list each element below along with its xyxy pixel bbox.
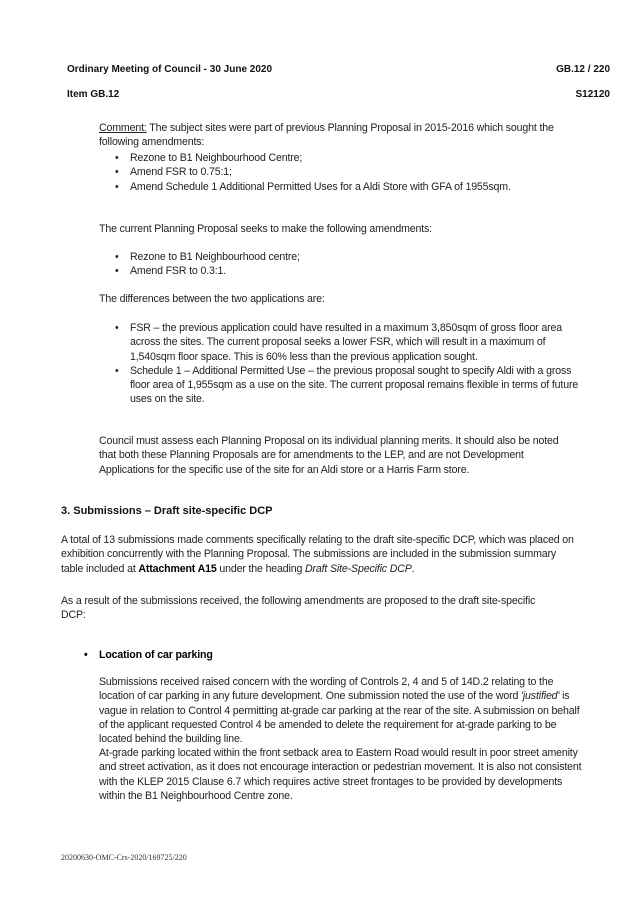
differences-intro: The differences between the two applications are: <box>99 293 325 305</box>
car-parking-bullet <box>68 648 468 662</box>
list-item: • Amend FSR to 0.75:1; <box>99 165 589 179</box>
item-number: Item GB.12 <box>67 89 120 100</box>
council-paragraph: Council must assess each Planning Proposal on its individual planning merits. It should also be noted that both these Planning Proposals are for amendments to the LEP, and are not Development Applications for the specific use of the site for an Aldi store or a Harris Farm store. <box>99 435 559 476</box>
comment-text: The subject sites were part of previous Planning Proposal in 2015-2016 which sought the following amendments: <box>99 122 554 149</box>
item-code: S12120 <box>575 89 610 100</box>
quoted-word: 'justified' <box>520 690 560 703</box>
at-grade-paragraph: At-grade parking located within the front setback area to Eastern Road would result in poor street amenity and street activation, as it does not encourage interaction or pedestrian movement. It is also not consistent with the KLEP 2015 Clause 6.7 which requires active street frontages to be provided by developments within the B1 Neighbourhood Centre zone. <box>99 747 582 802</box>
page-reference: GB.12 / 220 <box>556 64 610 75</box>
text: is vague in relation to Control 4 permitting at-grade car parking at the rear of the site. A submission on behalf of the applicant requested Control 4 be amended to delete the requirement for at-grade parking to be located behind the building line. <box>99 690 580 746</box>
list-item: • Amend Schedule 1 Additional Permitted Uses for a Aldi Store with GFA of 1955sqm. <box>99 180 589 194</box>
previous-amendments-list <box>99 151 589 194</box>
attachment-reference: Attachment A15 <box>138 562 217 575</box>
heading-reference: Draft Site-Specific DCP <box>305 562 412 575</box>
current-intro: The current Planning Proposal seeks to make the following amendments: <box>99 223 432 235</box>
list-item: • Rezone to B1 Neighbourhood centre; <box>99 250 579 264</box>
submissions-paragraph <box>61 533 581 576</box>
list-item: • FSR – the previous application could have resulted in a maximum 3,850sqm of gross floor area across the sites. The current proposal seeks a lower FSR, which will result in a maximum of 1,540sqm floor space. This is 60% less than the previous application sought. <box>99 321 581 364</box>
bullet-heading: • Location of car parking <box>68 648 468 662</box>
current-amendments-list <box>99 250 579 279</box>
document-footer: 20200630-OMC-Crs-2020/169725/220 <box>61 853 187 862</box>
list-item: • Amend FSR to 0.3:1. <box>99 264 579 278</box>
amendments-intro: As a result of the submissions received, the following amendments are proposed to the draft site-specific DCP: <box>61 595 536 622</box>
list-item: • Schedule 1 – Additional Permitted Use – the previous proposal sought to specify Aldi with a gross floor area of 1,955sqm as a use on the site. The current proposal remains flexible in terms of future uses on the site. <box>99 364 581 407</box>
text: A total of 13 submissions made comments specifically relating to the draft site-specific DCP, which was placed on exhibition concurrently with the Planning Proposal. The submissions are included in the submission summary table included at <box>61 534 574 575</box>
section-heading: 3. Submissions – Draft site-specific DCP <box>61 505 273 517</box>
text: Submissions received raised concern with the wording of Controls 2, 4 and 5 of 14D.2 relating to the location of car parking in any future development. One submission noted the use of the word <box>99 676 554 703</box>
differences-list <box>99 321 581 407</box>
meeting-title: Ordinary Meeting of Council - 30 June 2020 <box>67 64 273 75</box>
comment-label: Comment: <box>99 122 147 134</box>
list-item: • Rezone to B1 Neighbourhood Centre; <box>99 151 589 165</box>
text: . <box>411 562 415 575</box>
comment-paragraph <box>99 121 579 150</box>
car-parking-paragraph <box>99 675 581 746</box>
text: under the heading <box>216 562 306 575</box>
